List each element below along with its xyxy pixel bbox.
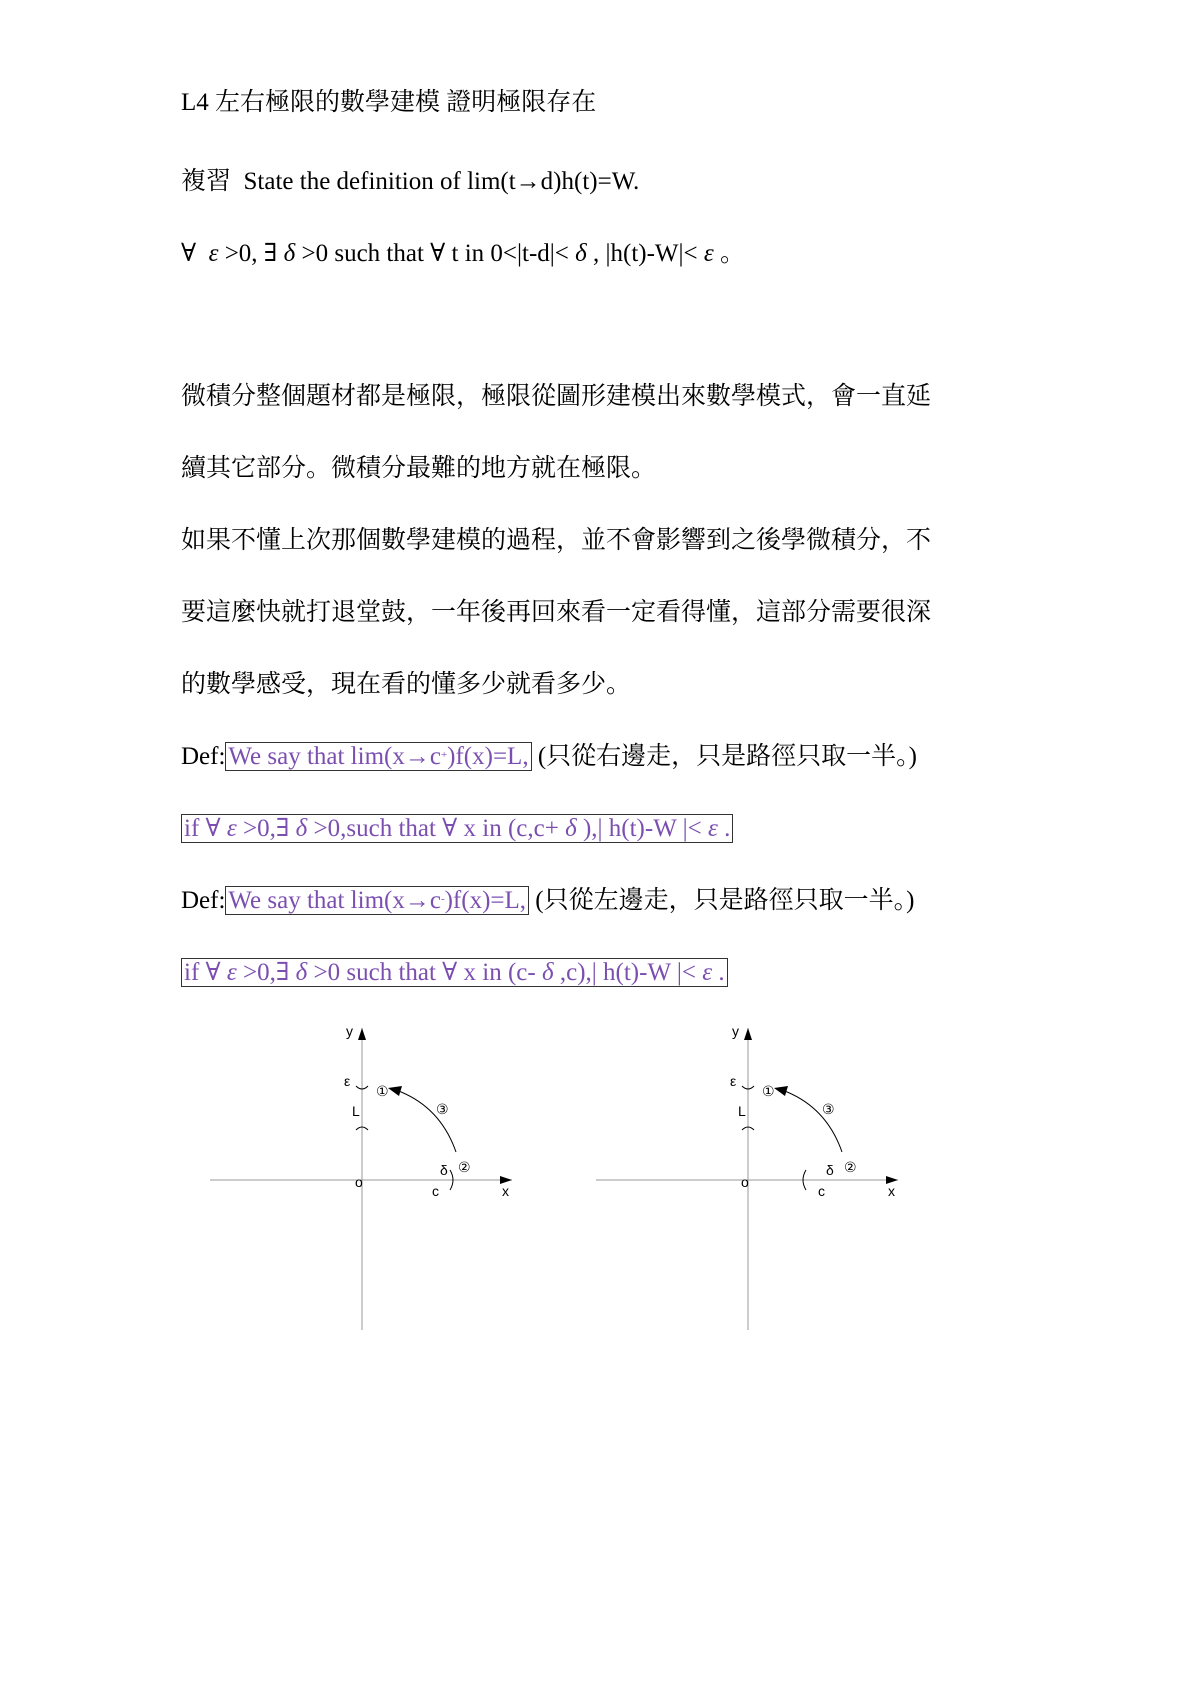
- y-axis-label: y: [732, 1023, 739, 1039]
- minus-superscript: -: [440, 893, 445, 905]
- epsilon-symbol: ε: [703, 240, 714, 267]
- cond-text: >0,such that ∀ x in (c,c+: [307, 815, 566, 842]
- step-2-label: ②: [458, 1159, 471, 1175]
- def-left-note: (只從左邊走，只是路徑只取一半。): [529, 887, 915, 914]
- cond-text: >0 such that ∀ x in (c-: [307, 959, 542, 986]
- cond-text: >0,∃: [236, 815, 296, 842]
- delta-symbol: δ: [575, 240, 587, 267]
- def-right-statement: [225, 742, 531, 771]
- def-left-header: [181, 884, 914, 918]
- forall-symbol: ∀: [181, 240, 197, 267]
- def-prefix: Def:: [181, 743, 226, 770]
- approach-arrow-head: [388, 1086, 402, 1096]
- def-left-condition-box: [181, 958, 728, 987]
- delta-symbol: δ: [541, 959, 554, 986]
- approach-arrow: [396, 1090, 456, 1152]
- def-statement-text: )f(x)=L,: [447, 743, 529, 770]
- def-text: >0 such that ∀ t in 0<|t-d|<: [295, 240, 576, 267]
- delta-symbol: δ: [283, 240, 296, 267]
- cond-text: ,c),| h(t)-W |<: [553, 959, 703, 986]
- def-text: , |h(t)-W|<: [586, 240, 704, 267]
- cond-text: .: [717, 815, 731, 842]
- def-prefix: Def:: [181, 887, 226, 914]
- def-left-statement: [225, 886, 529, 915]
- epsilon-label: ε: [730, 1073, 737, 1089]
- approach-arrow-head: [774, 1086, 788, 1096]
- def-statement-text: We say that lim(x→c: [228, 887, 441, 914]
- L-label: L: [738, 1103, 746, 1119]
- epsilon-symbol: ε: [226, 815, 237, 842]
- delta-label: δ: [440, 1162, 448, 1178]
- epsilon-symbol: ε: [707, 815, 718, 842]
- figure-right-limit: [200, 1010, 530, 1340]
- cond-text: ),| h(t)-W |<: [576, 815, 708, 842]
- paragraph-line: 的數學感受，現在看的懂多少就看多少。: [181, 671, 632, 698]
- step-3-label: ③: [436, 1101, 449, 1117]
- epsilon-symbol: ε: [226, 959, 237, 986]
- def-right-note: (只從右邊走，只是路徑只取一半。): [531, 743, 917, 770]
- delta-symbol: δ: [295, 815, 308, 842]
- origin-label: o: [355, 1174, 363, 1190]
- def-text: 。: [713, 240, 746, 267]
- def-right-condition: [181, 812, 733, 846]
- review-text: State the definition of lim(t→d)h(t)=W.: [243, 168, 640, 195]
- x-axis-label: x: [888, 1183, 895, 1199]
- review-definition: [181, 237, 745, 271]
- delta-symbol: δ: [295, 959, 308, 986]
- epsilon-symbol: ε: [208, 240, 219, 267]
- def-right-condition-box: [181, 814, 733, 843]
- figure-right-limit-svg: [200, 1010, 530, 1340]
- paragraph-line: 如果不懂上次那個數學建模的過程，並不會影響到之後學微積分，不: [181, 527, 932, 554]
- step-1-label: ①: [376, 1083, 389, 1099]
- step-2-label: ②: [844, 1159, 857, 1175]
- cond-text: if ∀: [184, 815, 227, 842]
- c-label: c: [818, 1183, 825, 1199]
- def-statement-text: We say that lim(x→c: [228, 743, 441, 770]
- cond-text: .: [712, 959, 725, 986]
- paragraph-line: 要這麼快就打退堂鼓，一年後再回來看一定看得懂，這部分需要很深: [181, 599, 932, 626]
- figure-left-limit: [586, 1010, 916, 1340]
- epsilon-symbol: ε: [702, 959, 713, 986]
- paragraph-line: 微積分整個題材都是極限，極限從圖形建模出來數學模式，會一直延: [181, 383, 932, 410]
- def-left-condition: [181, 956, 728, 990]
- c-label: c: [432, 1183, 439, 1199]
- epsilon-label: ε: [344, 1073, 351, 1089]
- cond-text: >0,∃: [236, 959, 296, 986]
- def-right-header: [181, 740, 917, 774]
- step-3-label: ③: [822, 1101, 835, 1117]
- cond-text: if ∀: [184, 959, 227, 986]
- delta-label: δ: [826, 1162, 834, 1178]
- L-label: L: [352, 1103, 360, 1119]
- def-statement-text: )f(x)=L,: [444, 887, 527, 914]
- y-axis-label: y: [346, 1023, 353, 1039]
- x-axis-label: x: [502, 1183, 509, 1199]
- figure-left-limit-svg: [586, 1010, 916, 1340]
- step-1-label: ①: [762, 1083, 775, 1099]
- review-line: [181, 165, 639, 199]
- y-axis-arrow: [358, 1028, 366, 1040]
- approach-arrow: [782, 1090, 842, 1152]
- page-title: L4 左右極限的數學建模 證明極限存在: [181, 89, 597, 116]
- review-label: 複習: [181, 168, 232, 195]
- y-axis-arrow: [744, 1028, 752, 1040]
- def-text: >0, ∃: [218, 240, 284, 267]
- paragraph-line: 續其它部分。微積分最難的地方就在極限。: [181, 455, 657, 482]
- plus-superscript: +: [440, 749, 448, 761]
- delta-symbol: δ: [565, 815, 577, 842]
- origin-label: o: [741, 1174, 749, 1190]
